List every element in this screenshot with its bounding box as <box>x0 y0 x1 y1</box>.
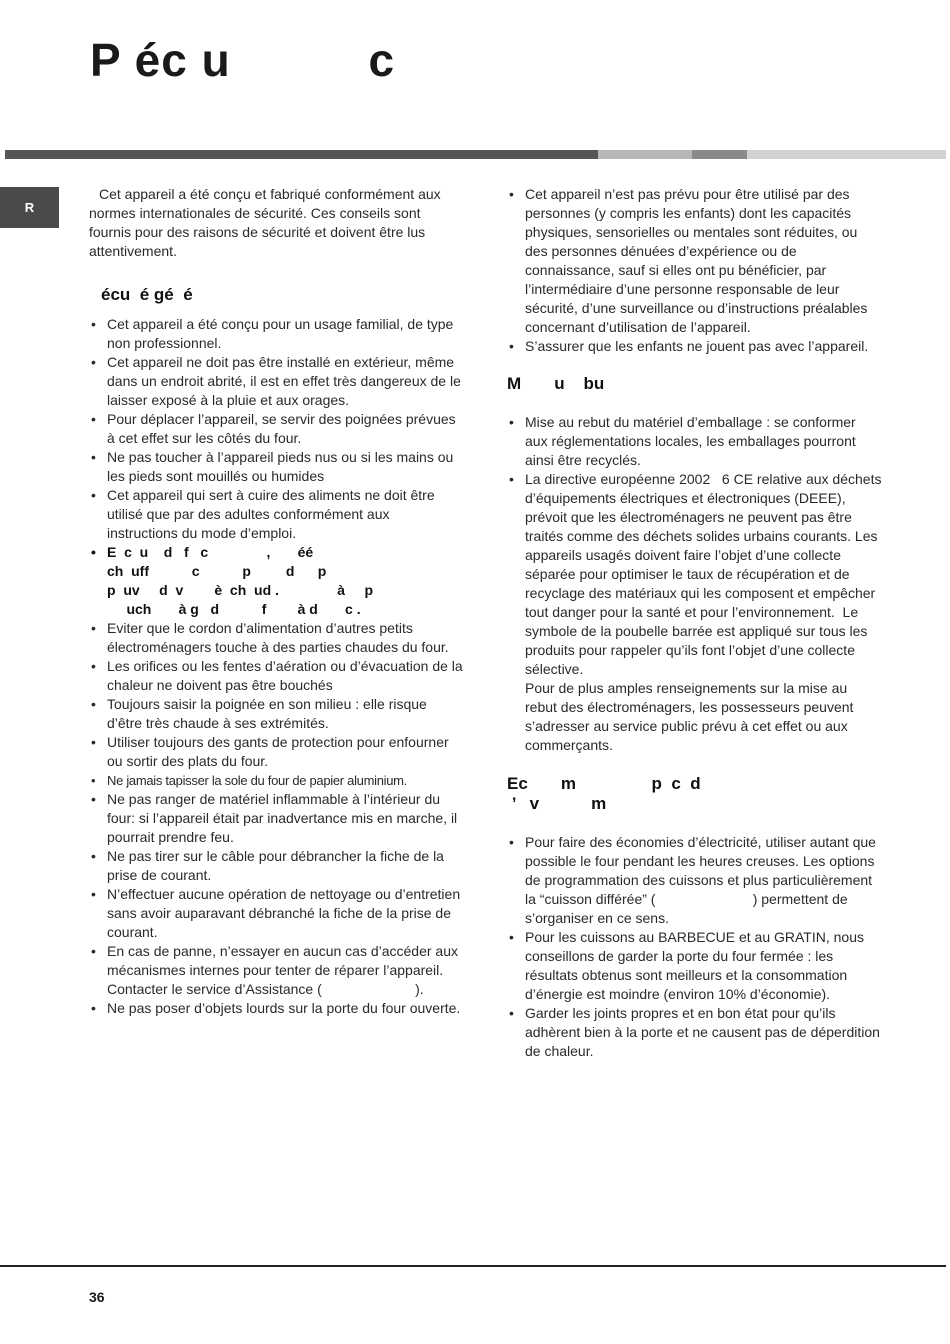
page-number: 36 <box>89 1289 105 1305</box>
list-item: • Ne jamais tapisser la sole du four de papier aluminium. <box>89 771 464 790</box>
list-item: • En cas de panne, n’essayer en aucun cas d’accéder aux mécanismes internes pour tenter de réparer l’appareil. Contacter le service d’Assistance ( ). <box>89 942 464 999</box>
list-item: • Les orifices ou les fentes d’aération ou d’évacuation de la chaleur ne doivent pas être bouchés <box>89 657 464 695</box>
list-item: • Pour les cuissons au BARBECUE et au GRATIN, nous conseillons de garder la porte du four fermée : les résultats obtenus sont meilleurs et la consommation d’énergie est moindre (environ 10% d’économie). <box>507 928 882 1004</box>
left-column <box>89 185 464 1018</box>
list-item: • Cet appareil ne doit pas être installé en extérieur, même dans un endroit abrité, il est en effet très dangereux de le laisser exposé à la pluie et aux orages. <box>89 353 464 410</box>
disposal-heading: M u bu <box>507 374 605 393</box>
usage-list <box>507 185 882 356</box>
general-safety-heading: écu é gé é <box>101 285 193 304</box>
list-item: • La directive européenne 2002 6 CE relative aux déchets d’équipements électriques et électroniques (DEEE), prévoit que les électroménagers ne peuvent pas être traités comme des déchets solides urbains courants. Les appareils usagés doivent faire l’objet d’une collecte séparée pour optimiser le taux de récupération et de recyclage des matériaux qui les composent et empêcher tout danger pour la santé et pour l’environnement. Le symbole de la poubelle barrée est appliqué sur tous les produits pour rappeler qu’ils font l’objet d’une collecte sélective. <box>507 470 882 679</box>
footer-rule <box>0 1265 946 1267</box>
page-title: P éc u c <box>90 34 396 86</box>
list-item: • Pour faire des économies d’électricité, utiliser autant que possible le four pendant les heures creuses. Les options de programmation des cuissons et plus particulièrement la “cuisson différée” ( ) permettent de s’organiser en ce sens. <box>507 833 882 928</box>
list-item: • Utiliser toujours des gants de protection pour enfourner ou sortir des plats du four. <box>89 733 464 771</box>
header-rule-dark <box>5 150 598 159</box>
intro-paragraph: Cet appareil a été conçu et fabriqué conformément aux normes internationales de sécurité. Ces conseils sont fournis pour des raisons de sécurité et doivent être lus attentivement. <box>89 186 441 259</box>
list-item: • Ne pas tirer sur le câble pour débrancher la fiche de la prise de courant. <box>89 847 464 885</box>
list-item: • Cet appareil n’est pas prévu pour être utilisé par des personnes (y compris les enfants) dont les capacités physiques, sensorielles ou mentales sont réduites, ou des personnes dénuées d’expérience ou de connaissance, sauf si elles ont pu bénéficier, par l’intermédiaire d’une personne responsable de leur sécurité, d’une surveillance ou d’instructions préalables concernant d’utilisation de l’appareil. <box>507 185 882 337</box>
energy-list <box>507 833 882 1061</box>
list-item: • N’effectuer aucune opération de nettoyage ou d’entretien sans avoir auparavant débranché la fiche de la prise de courant. <box>89 885 464 942</box>
list-item: • Cet appareil a été conçu pour un usage familial, de type non professionnel. <box>89 315 464 353</box>
right-column <box>507 185 886 1061</box>
list-item: • Pour déplacer l’appareil, se servir des poignées prévues à cet effet sur les côtés du four. <box>89 410 464 448</box>
list-item: • Ne pas poser d’objets lourds sur la porte du four ouverte. <box>89 999 464 1018</box>
language-tab-label: R <box>24 200 35 215</box>
header-rule-mid <box>692 150 747 159</box>
list-item: • Ne pas toucher à l’appareil pieds nus ou si les mains ou les pieds sont mouillés ou humides <box>89 448 464 486</box>
list-item: • Mise au rebut du matériel d’emballage : se conformer aux réglementations locales, les emballages pourront ainsi être recyclés. <box>507 413 882 470</box>
general-safety-list <box>89 315 464 1018</box>
list-item: • S’assurer que les enfants ne jouent pas avec l’appareil. <box>507 337 882 356</box>
language-tab <box>0 187 59 228</box>
list-item: • Ne pas ranger de matériel inflammable à l’intérieur du four: si l’appareil était par inadvertance mis en marche, il pourrait prendre feu. <box>89 790 464 847</box>
disposal-continuation: Pour de plus amples renseignements sur la mise au rebut des électroménagers, les possesseurs peuvent s’adresser au service public prévu à cet effet ou aux commerçants. <box>525 680 854 753</box>
warning-list-item: • E c u d f c , éé ch uff c p d p p uv d v è ch ud . à p uch à g d f à d c . <box>89 543 464 619</box>
list-item: • Garder les joints propres et en bon état pour qu’ils adhèrent bien à la porte et ne causent pas de déperdition de chaleur. <box>507 1004 882 1061</box>
list-item: • Cet appareil qui sert à cuire des aliments ne doit être utilisé que par des adultes conformément aux instructions du mode d’emploi. <box>89 486 464 543</box>
disposal-list <box>507 413 886 679</box>
list-item: • Eviter que le cordon d’alimentation d’autres petits électroménagers touche à des parties chaudes du four. <box>89 619 464 657</box>
energy-heading: Ec m p c d ’ v m <box>507 774 701 813</box>
header-rule-pale <box>747 150 946 159</box>
header-rule-light <box>598 150 692 159</box>
list-item: • Toujours saisir la poignée en son milieu : elle risque d’être très chaude à ses extrémités. <box>89 695 464 733</box>
